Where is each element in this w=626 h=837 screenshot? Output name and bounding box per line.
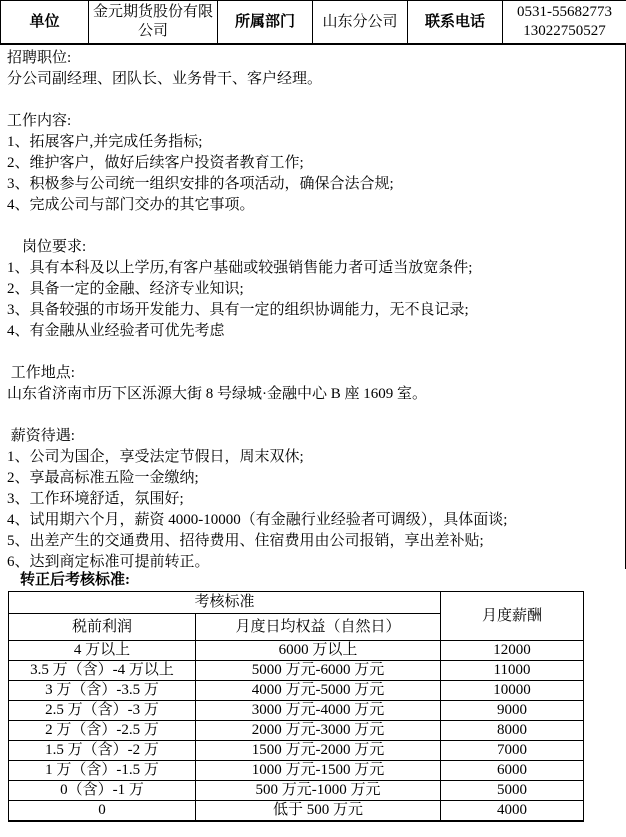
section-heading: 工作地点: [7, 365, 75, 381]
table-cell: 3000 万元-4000 万元 [196, 701, 441, 721]
table-cell: 1000 万元-1500 万元 [196, 761, 441, 781]
company-info-table [0, 0, 626, 45]
body-line: 2、维护客户，做好后续客户投资者教育工作; [7, 155, 304, 171]
table-cell: 6000 万以上 [196, 641, 441, 661]
department-value: 山东分公司 [313, 1, 408, 45]
section-heading: 岗位要求: [7, 239, 87, 255]
section-location [7, 363, 615, 405]
department-label: 所属部门 [218, 1, 313, 45]
salary-header-cell: 月度薪酬 [441, 592, 584, 641]
table-cell: 11000 [441, 661, 584, 681]
body-line: 3、工作环境舒适，氛围好; [7, 491, 184, 507]
body-line: 1、拓展客户,并完成任务指标; [7, 134, 203, 150]
body-line: 4、完成公司与部门交办的其它事项。 [7, 197, 255, 213]
section-heading: 工作内容: [7, 113, 72, 129]
body-line: 2、享最高标准五险一金缴纳; [7, 470, 199, 486]
job-description-body [0, 45, 626, 569]
table-row [9, 681, 584, 701]
table-row [9, 641, 584, 661]
table-cell: 1 万（含）-1.5 万 [9, 761, 196, 781]
phone-values [503, 1, 626, 45]
group-header-cell: 考核标准 [9, 592, 441, 614]
section-positions [7, 48, 615, 90]
unit-value: 金元期货股份有限公司 [89, 1, 218, 45]
table-cell: 5000 万元-6000 万元 [196, 661, 441, 681]
body-line: 4、试用期六个月，薪资 4000-10000（有金融行业经验者可调级），具体面谈; [7, 512, 508, 528]
phone-number-1: 0531-55682773 [517, 4, 612, 20]
table-cell: 2000 万元-3000 万元 [196, 721, 441, 741]
section-requirements [7, 237, 615, 342]
table-cell: 0（含）-1 万 [9, 781, 196, 801]
table-row [9, 721, 584, 741]
table-cell: 4 万以上 [9, 641, 196, 661]
table-cell: 0 [9, 801, 196, 822]
table-cell: 6000 [441, 761, 584, 781]
table-cell: 2.5 万（含）-3 万 [9, 701, 196, 721]
table-cell: 10000 [441, 681, 584, 701]
table-row [1, 1, 626, 45]
table-cell: 5000 [441, 781, 584, 801]
col1-header-cell: 税前利润 [9, 614, 196, 641]
section-salary [7, 426, 615, 573]
table-header-row [9, 592, 584, 614]
body-line: 山东省济南市历下区泺源大街 8 号绿城·金融中心 B 座 1609 室。 [7, 386, 428, 402]
body-line: 1、具有本科及以上学历,有客户基础或较强销售能力者可适当放宽条件; [7, 260, 473, 276]
table-row [9, 801, 584, 822]
table-cell: 8000 [441, 721, 584, 741]
assessment-title: 转正后考核标准: [20, 572, 130, 588]
body-line: 分公司副经理、团队长、业务骨干、客户经理。 [7, 71, 323, 87]
phone-label: 联系电话 [408, 1, 503, 45]
section-duties [7, 111, 615, 216]
body-line: 3、具备较强的市场开发能力、具有一定的组织协调能力，无不良记录; [7, 302, 469, 318]
table-row [9, 701, 584, 721]
table-cell: 500 万元-1000 万元 [196, 781, 441, 801]
table-row [9, 761, 584, 781]
body-line: 3、积极参与公司统一组织安排的各项活动，确保合法合规; [7, 176, 394, 192]
body-line: 6、达到商定标准可提前转正。 [7, 554, 210, 570]
col2-header-cell: 月度日均权益（自然日） [196, 614, 441, 641]
table-cell: 4000 万元-5000 万元 [196, 681, 441, 701]
table-cell: 3 万（含）-3.5 万 [9, 681, 196, 701]
body-line: 5、出差产生的交通费用、招待费用、住宿费用由公司报销，享出差补贴; [7, 533, 484, 549]
section-heading: 招聘职位: [7, 50, 72, 66]
table-cell: 1.5 万（含）-2 万 [9, 741, 196, 761]
table-cell: 3.5 万（含）-4 万以上 [9, 661, 196, 681]
table-cell: 低于 500 万元 [196, 801, 441, 822]
section-heading: 薪资待遇: [7, 428, 75, 444]
table-cell: 1500 万元-2000 万元 [196, 741, 441, 761]
table-cell: 9000 [441, 701, 584, 721]
table-row [9, 661, 584, 681]
assessment-table [8, 591, 584, 822]
table-cell: 12000 [441, 641, 584, 661]
body-line: 2、具备一定的金融、经济专业知识; [7, 281, 244, 297]
body-line: 1、公司为国企，享受法定节假日，周末双休; [7, 449, 304, 465]
table-row [9, 741, 584, 761]
table-cell: 4000 [441, 801, 584, 822]
table-cell: 7000 [441, 741, 584, 761]
unit-label: 单位 [1, 1, 89, 45]
phone-number-2: 13022750527 [523, 23, 606, 39]
table-row [9, 781, 584, 801]
body-line: 4、有金融从业经验者可优先考虑 [7, 323, 225, 339]
table-cell: 2 万（含）-2.5 万 [9, 721, 196, 741]
